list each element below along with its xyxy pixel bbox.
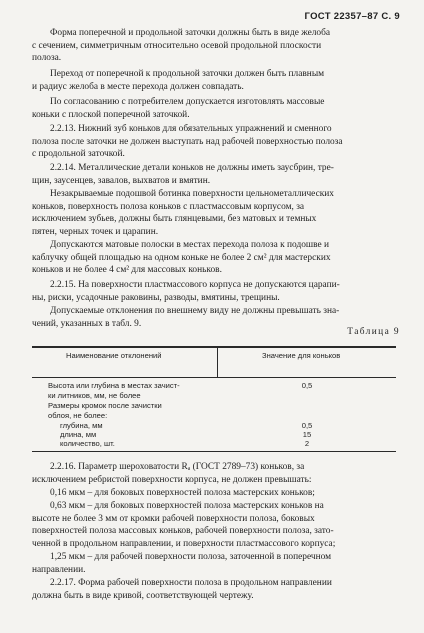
page-header: ГОСТ 22357–87 С. 9 [304,11,400,22]
table-cell-text: ки литников, мм, не более [48,390,141,400]
text-line: чений, указанных в табл. 9. [32,318,142,329]
table-header-deviations: Наименование отклонений [66,351,162,360]
table-top-rule [32,346,396,348]
paragraph-groove-shape [32,27,396,65]
text-line: Форма поперечной и продольной заточки должны быть в виде желоба [50,28,331,38]
table-bottom-rule [32,451,396,452]
text-line: полоза. [32,53,62,64]
paragraph-roughness-125 [32,551,396,576]
text-line: По согласованию с потребителем допускается изготовлять массовые [50,97,325,107]
table-header-values: Значение для коньков [262,351,341,360]
table-row-label: глубина, мм [60,421,103,430]
text-line: 2.2.15. На поверхности пластмассового корпуса не допускаются царапи- [50,280,340,290]
text-line: коньков и не более 4 см² для массовых коньков. [32,265,222,276]
text-line: Переход от поперечной к продольной заточки должен быть плавным [50,69,325,79]
text-line: ченной в продольном направлении, и поверхности пластмассового корпуса; [32,539,336,550]
text-line: и радиус желоба в месте перехода должен совпадать. [32,81,244,92]
paragraph-agreement [32,96,396,121]
paragraph-2-2-13 [32,123,396,161]
text-line: щин, заусенцев, завалов, выхватов и вмятин. [32,175,211,186]
text-line: с сечением, симметричным относительно осевой продольной плоскости [32,40,322,51]
paragraph-2-2-17 [32,577,396,602]
table-header-rule [32,377,396,378]
text-line: полоза после заточки не должен выступать над рабочей поверхностью полоза [32,136,343,147]
table-caption: Таблица 9 [347,327,400,337]
text-line: 2.2.17. Форма рабочей поверхности полоза в продольном направлении [50,578,332,588]
paragraph-matte-strips [32,239,396,277]
paragraph-2-2-14 [32,162,396,187]
table-cell-text: Размеры кромок после зачистки [48,401,162,410]
table-row-label: длина, мм [60,430,97,439]
table-row-value: 2 [304,439,310,448]
text-line: высоте не более 3 мм от кромки рабочей поверхности полоза, боковых [32,513,315,524]
table-cell-text: облоя, не более: [48,410,108,420]
text-line: пятен, черных точек и царапин. [32,227,159,238]
paragraph-glossy-surfaces [32,188,396,239]
paragraph-2-2-15 [32,279,396,304]
text-line: Незакрываемые подошвой ботинка поверхности цельнометаллических [50,189,334,199]
text-line: должна быть в виде кривой, соответствующей чертежу. [32,590,254,601]
text-line: Допускаются матовые полоски в местах перехода полоза к подошве и [50,240,330,250]
table-cell-text: Высота или глубина в местах зачист- [48,381,180,390]
text-line: 2.2.13. Нижний зуб коньков для обязательных упражнений и сменного [50,124,332,134]
text-line: исключением зубьев, должны быть глянцевыми, без матовых и темных [32,214,317,225]
table-row-value: 0,5 [301,381,313,390]
table-row-label [48,381,180,400]
paragraph-deviations [32,305,396,330]
paragraph-transition [32,68,396,93]
text-line: направлении. [32,564,86,575]
text-line: ны, риски, усадочные раковины, разводы, вмятины, трещины. [32,292,280,303]
text-line: коньки с плоской поперечной заточкой. [32,109,190,120]
text-line: 2.2.16. Параметр шероховатости Rₐ (ГОСТ 2789–73) коньков, за [50,462,305,472]
paragraph-2-2-16 [32,461,396,486]
text-line: Допускаемые отклонения по внешнему виду не должны превышать зна- [50,306,340,316]
text-line: 1,25 мкм – для рабочей поверхности полоза, заточенной в поперечном [50,552,332,562]
text-line: с продольной заточкой. [32,149,125,160]
table-row-label [48,401,162,420]
table-row-label: количество, шт. [60,439,115,448]
text-line: поверхностей полоза массовых коньков, рабочей поверхности полоза, зато- [32,526,334,537]
text-line: 2.2.14. Металлические детали коньков не должны иметь заусбрин, тре- [50,163,334,173]
table-row-value: 0,5 [301,421,313,430]
text-line: 0,63 мкм – для боковых поверхностей полоза мастерских коньков на [50,501,324,511]
text-line: коньков, поверхность полоза коньков с пластмассовым корпусом, за [32,201,305,212]
text-line: каблучку общей площадью на одном коньке не более 2 см² для мастерских [32,252,331,263]
text-line: 0,16 мкм – для боковых поверхностей полоза мастерских коньков; [50,488,315,498]
table-column-divider [217,346,218,378]
paragraph-roughness-016 [32,487,396,500]
paragraph-roughness-063 [32,500,396,551]
table-row-value: 15 [302,430,312,439]
text-line: исключением ребристой поверхности корпуса, не должен превышать: [32,474,312,485]
